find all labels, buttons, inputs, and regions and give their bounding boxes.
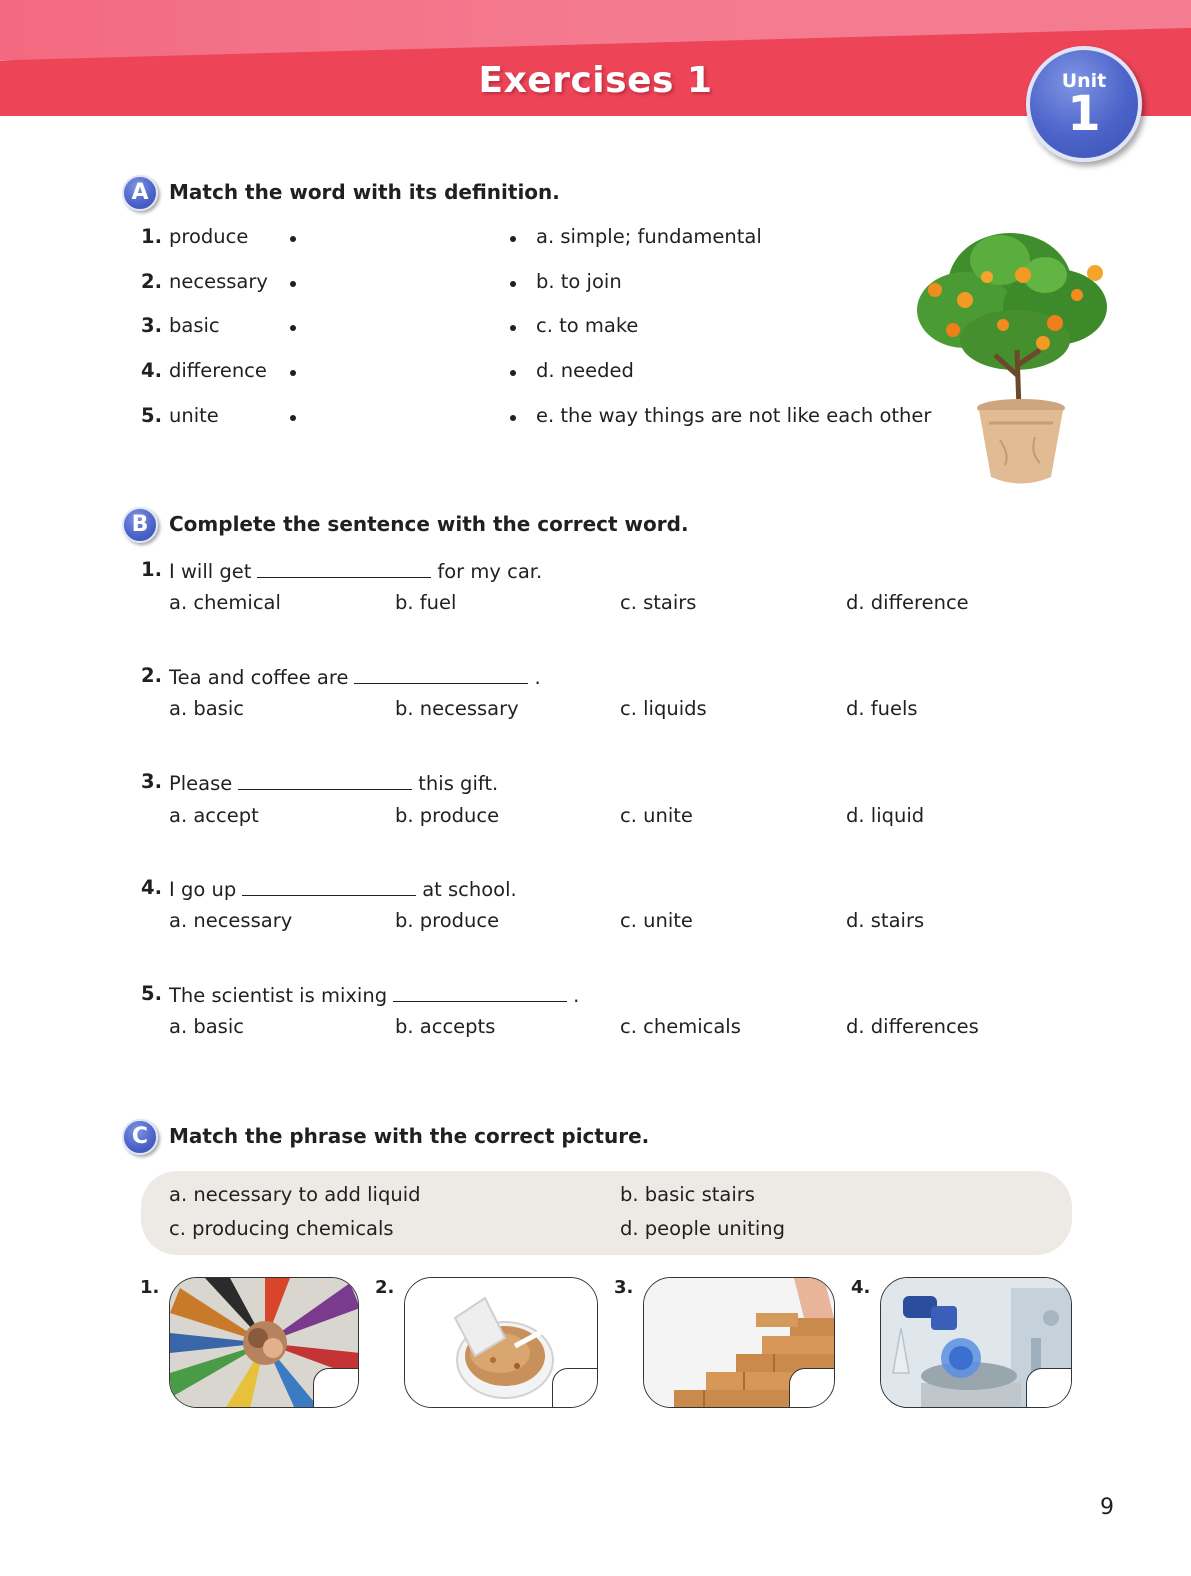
option-c[interactable]: c. unite [620,804,693,827]
phrase-b: b. basic stairs [620,1183,755,1206]
match-definition: e. the way things are not like each other [536,404,932,427]
match-definition: c. to make [536,314,639,337]
question-number: 1. [141,558,162,581]
phrase-c: c. producing chemicals [169,1217,394,1240]
question-text-after: at school. [422,878,517,901]
question-number: 2. [141,664,162,687]
picture-2 [404,1277,598,1408]
match-dot-left[interactable] [290,370,296,376]
match-definition: b. to join [536,270,622,293]
answer-blank[interactable] [238,770,412,790]
option-b[interactable]: b. produce [395,909,500,932]
item-number: 3. [141,314,162,337]
match-dot-right[interactable] [510,370,516,376]
picture-number: 3. [614,1277,634,1298]
match-row [141,270,941,300]
option-d[interactable]: d. fuels [846,697,918,720]
option-b[interactable]: b. necessary [395,697,519,720]
question-text-after: . [534,666,541,689]
picture-4 [880,1277,1072,1408]
match-word: basic [169,314,220,337]
page-number: 9 [1100,1495,1114,1520]
unit-badge [1026,46,1142,162]
option-a[interactable]: a. accept [169,804,259,827]
match-row [141,359,941,389]
match-dot-right[interactable] [510,415,516,421]
match-row [141,314,941,344]
section-b-letter: B [122,507,158,543]
item-number: 2. [141,270,162,293]
match-word: produce [169,225,249,248]
match-word: necessary [169,270,268,293]
question-text-after: for my car. [437,560,543,583]
match-dot-right[interactable] [510,325,516,331]
section-c-title: Match the phrase with the correct picture. [169,1124,650,1148]
match-dot-left[interactable] [290,325,296,331]
option-d[interactable]: d. stairs [846,909,925,932]
option-c[interactable]: c. stairs [620,591,697,614]
match-dot-left[interactable] [290,281,296,287]
question-text-before: I go up [169,878,237,901]
question-text-after: . [573,984,580,1007]
answer-blank[interactable] [354,664,528,684]
match-word: difference [169,359,267,382]
option-b[interactable]: b. fuel [395,591,457,614]
picture-number: 2. [375,1277,395,1298]
match-definition: a. simple; fundamental [536,225,762,248]
answer-blank[interactable] [393,982,567,1002]
match-word: unite [169,404,219,427]
option-b[interactable]: b. produce [395,804,500,827]
match-dot-left[interactable] [290,415,296,421]
option-c[interactable]: c. chemicals [620,1015,741,1038]
answer-blank[interactable] [257,558,431,578]
option-d[interactable]: d. differences [846,1015,979,1038]
option-b[interactable]: b. accepts [395,1015,496,1038]
match-dot-right[interactable] [510,281,516,287]
page-title: Exercises 1 [478,60,713,101]
picture-number: 4. [851,1277,871,1298]
picture-1 [169,1277,359,1408]
option-a[interactable]: a. chemical [169,591,281,614]
match-row [141,404,941,434]
question-text-before: The scientist is mixing [169,984,388,1007]
option-d[interactable]: d. liquid [846,804,925,827]
answer-blank[interactable] [242,876,416,896]
option-a[interactable]: a. basic [169,1015,244,1038]
item-number: 5. [141,404,162,427]
option-d[interactable]: d. difference [846,591,969,614]
section-c-letter: C [122,1119,158,1155]
question-number: 3. [141,770,162,793]
section-b-title: Complete the sentence with the correct word. [169,512,689,536]
option-a[interactable]: a. basic [169,697,244,720]
match-definition: d. needed [536,359,634,382]
question-number: 5. [141,982,162,1005]
phrase-a: a. necessary to add liquid [169,1183,421,1206]
unit-number: 1 [1067,86,1101,142]
question-number: 4. [141,876,162,899]
section-a-title: Match the word with its definition. [169,180,560,204]
match-row [141,225,941,255]
option-c[interactable]: c. unite [620,909,693,932]
picture-3 [643,1277,835,1408]
unit-label: Unit [1061,70,1107,92]
question-text-before: Please [169,772,233,795]
item-number: 1. [141,225,162,248]
option-c[interactable]: c. liquids [620,697,707,720]
item-number: 4. [141,359,162,382]
phrase-d: d. people uniting [620,1217,786,1240]
orange-tree-icon [905,215,1120,490]
match-dot-right[interactable] [510,236,516,242]
page-header [0,0,1191,116]
question-text-after: this gift. [418,772,499,795]
match-dot-left[interactable] [290,236,296,242]
picture-number: 1. [140,1277,160,1298]
option-a[interactable]: a. necessary [169,909,293,932]
section-a-letter: A [122,175,158,211]
question-text-before: I will get [169,560,252,583]
question-text-before: Tea and coffee are [169,666,349,689]
